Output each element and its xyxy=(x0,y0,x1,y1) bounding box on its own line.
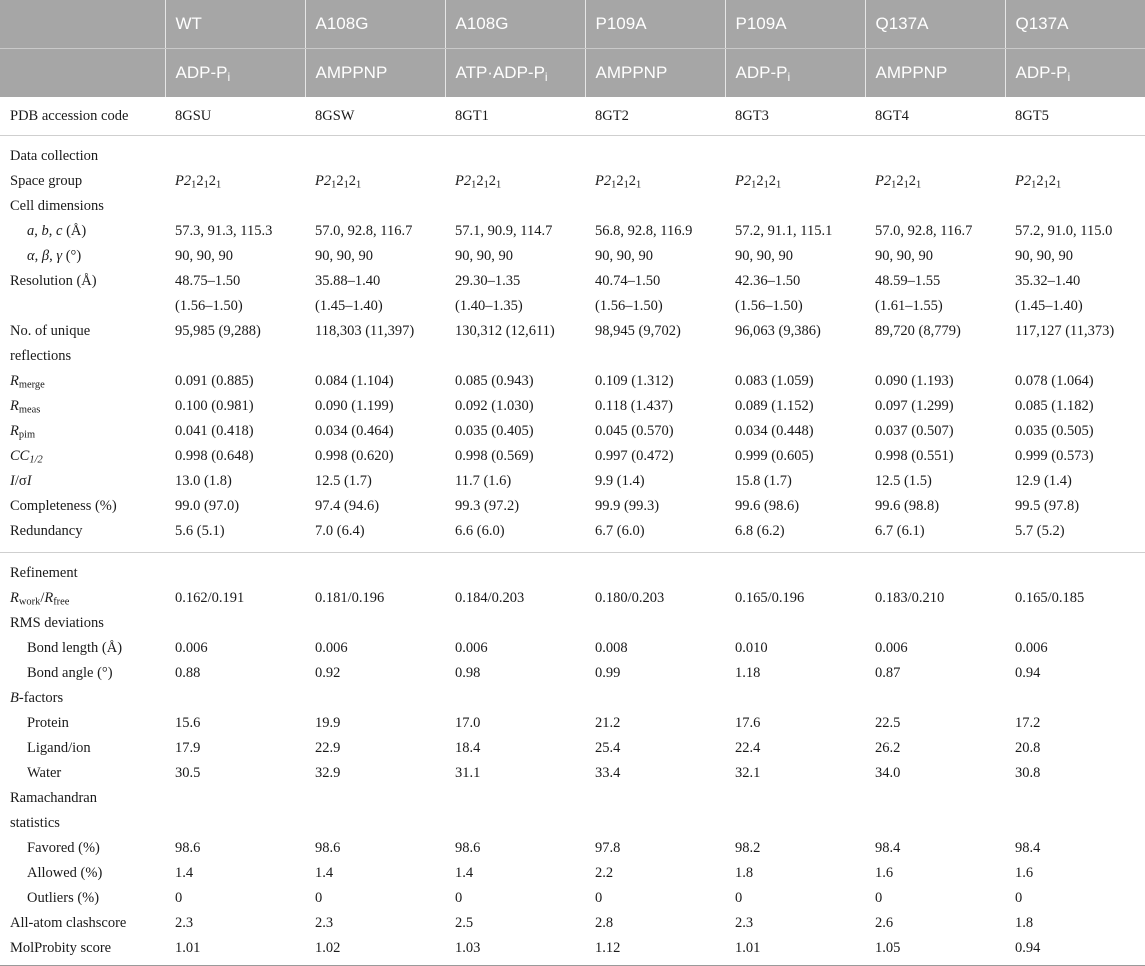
row-label: Bond angle (°) xyxy=(27,665,113,681)
cell: 48.75–1.50 (1.56–1.50) xyxy=(175,273,243,314)
cell: 97.4 (94.6) xyxy=(315,498,380,514)
row-rwork-rfree xyxy=(0,586,1145,611)
space-group-symbol: P2 xyxy=(175,173,192,189)
cell: 35.32–1.40 (1.45–1.40) xyxy=(1015,273,1083,314)
row-label: $R_{pim}$ xyxy=(10,423,36,441)
cell: 1.8 xyxy=(1015,915,1034,931)
cell: 6.7 (6.1) xyxy=(865,519,1005,553)
section-data-collection xyxy=(0,136,1145,170)
cell: 8GSW xyxy=(305,97,445,136)
row-allowed xyxy=(0,861,1145,886)
cell: 0.98 xyxy=(455,665,481,681)
cell: 6.6 (6.0) xyxy=(445,519,585,553)
row-resolution xyxy=(0,269,1145,319)
cell: 1.6 xyxy=(1015,865,1034,881)
cell: 90, 90, 90 xyxy=(175,248,233,264)
cell: 31.1 xyxy=(455,765,481,781)
cell: 5.7 (5.2) xyxy=(1005,519,1145,553)
cell: 1.03 xyxy=(445,936,585,966)
cell: 57.0, 92.8, 116.7 xyxy=(315,223,413,239)
cell: 0 xyxy=(175,890,183,906)
cell: 90, 90, 90 xyxy=(595,248,653,264)
cell: 17.6 xyxy=(735,715,761,731)
cell: 0.999 (0.573) xyxy=(1015,448,1094,464)
cell: 8GT4 xyxy=(865,97,1005,136)
cell: 1.4 xyxy=(315,865,334,881)
row-rms-deviations xyxy=(0,611,1145,636)
cell: 20.8 xyxy=(1015,740,1041,756)
row-label: Redundancy xyxy=(0,519,165,553)
header-variant: Q137A xyxy=(1005,0,1145,49)
cell: 0.118 (1.437) xyxy=(595,398,673,414)
cell: 130,312 (12,611) xyxy=(455,323,555,339)
cell: 35.88–1.40 (1.45–1.40) xyxy=(315,273,383,314)
cell: 1.4 xyxy=(455,865,474,881)
row-label: PDB accession code xyxy=(0,97,165,136)
cell: 0.998 (0.551) xyxy=(875,448,954,464)
cell: 1.01 xyxy=(165,936,305,966)
row-pdb-code xyxy=(0,97,1145,136)
cell: 90, 90, 90 xyxy=(735,248,793,264)
cell: 57.2, 91.1, 115.1 xyxy=(735,223,833,239)
cell: 33.4 xyxy=(595,765,621,781)
cell: 19.9 xyxy=(315,715,341,731)
row-label: RMS deviations xyxy=(10,615,104,631)
cell: 117,127 (11,373) xyxy=(1015,323,1115,339)
cell: 0.006 xyxy=(175,640,208,656)
row-label: Allowed (%) xyxy=(27,865,103,881)
row-protein xyxy=(0,711,1145,736)
cell: 2.3 xyxy=(315,915,334,931)
cell: 1.12 xyxy=(585,936,725,966)
row-i-sigma xyxy=(0,469,1145,494)
cell: 0.181/0.196 xyxy=(315,590,385,606)
cell: $P2_12_12_1$ xyxy=(595,173,642,191)
cell: 12.5 (1.7) xyxy=(315,473,372,489)
cell: 0.88 xyxy=(175,665,201,681)
cell: 22.4 xyxy=(735,740,761,756)
cell: 0.090 (1.199) xyxy=(315,398,394,414)
header-variant: A108G xyxy=(445,0,585,49)
cell: 0.998 (0.648) xyxy=(175,448,254,464)
cell: 0.084 (1.104) xyxy=(315,373,394,389)
cell: 0.999 (0.605) xyxy=(735,448,814,464)
cell: 6.8 (6.2) xyxy=(725,519,865,553)
cell: 0.008 xyxy=(595,640,628,656)
cell: 17.0 xyxy=(455,715,481,731)
cell: 57.3, 91.3, 115.3 xyxy=(175,223,273,239)
cell: 7.0 (6.4) xyxy=(305,519,445,553)
cell: 57.1, 90.9, 114.7 xyxy=(455,223,553,239)
cell: 9.9 (1.4) xyxy=(595,473,645,489)
cell: 1.18 xyxy=(735,665,761,681)
cell: 6.7 (6.0) xyxy=(585,519,725,553)
cell: 0.997 (0.472) xyxy=(595,448,674,464)
header-variant: P109A xyxy=(585,0,725,49)
cell: 95,985 (9,288) xyxy=(175,323,261,339)
cell: 8GT1 xyxy=(445,97,585,136)
row-label: Completeness (%) xyxy=(10,498,117,514)
header-ligand: AMPPNP xyxy=(305,49,445,98)
cell: 0.006 xyxy=(875,640,908,656)
cell: 13.0 (1.8) xyxy=(175,473,232,489)
cell: 15.6 xyxy=(175,715,201,731)
header-variant: P109A xyxy=(725,0,865,49)
header-variant: Q137A xyxy=(865,0,1005,49)
cell: 0.165/0.185 xyxy=(1015,590,1085,606)
cell: 1.01 xyxy=(725,936,865,966)
cell: 99.0 (97.0) xyxy=(175,498,240,514)
cell: 98.4 xyxy=(875,840,901,856)
row-cell-dimensions xyxy=(0,194,1145,219)
cell: 0.006 xyxy=(315,640,348,656)
row-label: No. of unique reflections xyxy=(10,323,91,364)
cell: 26.2 xyxy=(875,740,901,756)
header-ligand: $ATP\cdot ADP-P_i$ xyxy=(445,49,585,98)
cell: 8GT2 xyxy=(585,97,725,136)
cell: 99.5 (97.8) xyxy=(1015,498,1080,514)
row-bond-length xyxy=(0,636,1145,661)
cell: 0.085 (0.943) xyxy=(455,373,534,389)
header-corner xyxy=(0,0,165,49)
cell: 8GT5 xyxy=(1005,97,1145,136)
cell: 0 xyxy=(875,890,883,906)
row-label: Ramachandran statistics xyxy=(10,790,97,831)
cell: 0.035 (0.505) xyxy=(1015,423,1094,439)
space-group-symbol: P2 xyxy=(735,173,752,189)
space-group-symbol: P2 xyxy=(1015,173,1032,189)
cell: 22.9 xyxy=(315,740,341,756)
cell: 98.6 xyxy=(175,840,201,856)
row-abc xyxy=(0,219,1145,244)
header-ligand: AMPPNP xyxy=(865,49,1005,98)
row-molprobity xyxy=(0,936,1145,966)
cell: 89,720 (8,779) xyxy=(875,323,961,339)
cell: 0.045 (0.570) xyxy=(595,423,674,439)
cell: 5.6 (5.1) xyxy=(165,519,305,553)
cell: 40.74–1.50 (1.56–1.50) xyxy=(595,273,663,314)
row-completeness xyxy=(0,494,1145,519)
header-ligand: AMPPNP xyxy=(585,49,725,98)
cell: 99.6 (98.8) xyxy=(875,498,940,514)
row-label: I/σI xyxy=(10,473,32,489)
header-variant: WT xyxy=(165,0,305,49)
cell: 90, 90, 90 xyxy=(455,248,513,264)
cell: 0.034 (0.448) xyxy=(735,423,814,439)
cell: 1.6 xyxy=(875,865,894,881)
cell: 2.3 xyxy=(175,915,194,931)
row-angles xyxy=(0,244,1145,269)
cell: 0.083 (1.059) xyxy=(735,373,814,389)
cell: 0.94 xyxy=(1015,665,1041,681)
cell: 8GSU xyxy=(165,97,305,136)
cell: 0.010 xyxy=(735,640,768,656)
cell: $P2_12_12_1$ xyxy=(735,173,782,191)
cell: 2.8 xyxy=(595,915,614,931)
row-label: Bond length (Å) xyxy=(27,640,123,656)
cell: 0.87 xyxy=(875,665,901,681)
cell: $P2_12_12_1$ xyxy=(315,173,362,191)
row-rmeas xyxy=(0,394,1145,419)
cell: 0.180/0.203 xyxy=(595,590,665,606)
cell: 1.8 xyxy=(735,865,754,881)
cell: 1.02 xyxy=(305,936,445,966)
space-group-symbol: P2 xyxy=(595,173,612,189)
cell: 118,303 (11,397) xyxy=(315,323,415,339)
cell: 21.2 xyxy=(595,715,621,731)
row-label: α, β, γ (°) xyxy=(27,248,82,264)
row-unique-reflections xyxy=(0,319,1145,369)
cell: 12.9 (1.4) xyxy=(1015,473,1072,489)
cell: 22.5 xyxy=(875,715,901,731)
row-label: Water xyxy=(27,765,62,781)
cell: $P2_12_12_1$ xyxy=(875,173,922,191)
cell: 90, 90, 90 xyxy=(875,248,933,264)
row-label: $R_{meas}$ xyxy=(10,398,41,416)
row-label: $R_{merge}$ xyxy=(10,373,45,391)
cell: 0 xyxy=(595,890,603,906)
cell: 99.6 (98.6) xyxy=(735,498,800,514)
cell: 0.089 (1.152) xyxy=(735,398,814,414)
cell: 30.5 xyxy=(175,765,201,781)
header-ligand: ADP-$P_i$ xyxy=(1005,49,1145,98)
cell: 17.2 xyxy=(1015,715,1041,731)
row-label: $R_{work}/R_{free}$ xyxy=(10,590,70,608)
row-favored xyxy=(0,836,1145,861)
cell: 32.9 xyxy=(315,765,341,781)
cell: 0.100 (0.981) xyxy=(175,398,254,414)
cell: 0 xyxy=(455,890,463,906)
cell: 15.8 (1.7) xyxy=(735,473,792,489)
cell: 0.090 (1.193) xyxy=(875,373,954,389)
cell: 0.94 xyxy=(1005,936,1145,966)
cell: 0.091 (0.885) xyxy=(175,373,254,389)
cell: 0.162/0.191 xyxy=(175,590,245,606)
cell: 0.041 (0.418) xyxy=(175,423,254,439)
row-bond-angle xyxy=(0,661,1145,686)
cell: 11.7 (1.6) xyxy=(455,473,512,489)
cell: 25.4 xyxy=(595,740,621,756)
cell: 0.037 (0.507) xyxy=(875,423,954,439)
cell: 99.3 (97.2) xyxy=(455,498,520,514)
row-label: All-atom clashscore xyxy=(10,915,127,931)
cell: $P2_12_12_1$ xyxy=(1015,173,1062,191)
cell: 0.078 (1.064) xyxy=(1015,373,1094,389)
row-b-factors xyxy=(0,686,1145,711)
row-outliers xyxy=(0,886,1145,911)
cell: 98.6 xyxy=(455,840,481,856)
cell: 56.8, 92.8, 116.9 xyxy=(595,223,693,239)
cell: 98.6 xyxy=(315,840,341,856)
cell: 1.4 xyxy=(175,865,194,881)
cell: 2.3 xyxy=(735,915,754,931)
row-space-group xyxy=(0,169,1145,194)
cell: 0.998 (0.569) xyxy=(455,448,534,464)
cell: 98.4 xyxy=(1015,840,1041,856)
cell: 0 xyxy=(735,890,743,906)
row-label: Favored (%) xyxy=(27,840,100,856)
row-ramachandran xyxy=(0,786,1145,836)
cell: $P2_12_12_1$ xyxy=(175,173,222,191)
header-row-ligands xyxy=(0,49,1145,98)
row-label: a, b, c (Å) xyxy=(27,223,87,239)
header-corner xyxy=(0,49,165,98)
section-refinement xyxy=(0,553,1145,587)
cell: 0 xyxy=(1015,890,1023,906)
header-row-variants xyxy=(0,0,1145,49)
cell: 34.0 xyxy=(875,765,901,781)
header-ligand: ADP-$P_i$ xyxy=(165,49,305,98)
cell: 90, 90, 90 xyxy=(1015,248,1073,264)
cell: 1.05 xyxy=(865,936,1005,966)
row-label: Ligand/ion xyxy=(27,740,91,756)
cell: 98.2 xyxy=(735,840,761,856)
row-label: B-factors xyxy=(10,690,64,706)
cell: 2.5 xyxy=(455,915,474,931)
row-redundancy xyxy=(0,519,1145,553)
cell: 0.183/0.210 xyxy=(875,590,945,606)
cell: 12.5 (1.5) xyxy=(875,473,932,489)
cell: 57.2, 91.0, 115.0 xyxy=(1015,223,1113,239)
cell: 98,945 (9,702) xyxy=(595,323,681,339)
cell: 0.006 xyxy=(455,640,488,656)
cell: 8GT3 xyxy=(725,97,865,136)
section-label: Refinement xyxy=(10,565,78,581)
row-cc-half xyxy=(0,444,1145,469)
cell: 42.36–1.50 (1.56–1.50) xyxy=(735,273,803,314)
cell: 0.165/0.196 xyxy=(735,590,805,606)
row-rmerge xyxy=(0,369,1145,394)
cell: 0.998 (0.620) xyxy=(315,448,394,464)
row-label: MolProbity score xyxy=(0,936,165,966)
space-group-symbol: P2 xyxy=(455,173,472,189)
cell: 32.1 xyxy=(735,765,761,781)
space-group-symbol: P2 xyxy=(875,173,892,189)
row-label: Space group xyxy=(10,173,83,189)
cell: 96,063 (9,386) xyxy=(735,323,821,339)
row-label: Protein xyxy=(27,715,69,731)
cell: 0.006 xyxy=(1015,640,1048,656)
cell: 97.8 xyxy=(595,840,621,856)
cell: 0.085 (1.182) xyxy=(1015,398,1094,414)
cell: 2.2 xyxy=(595,865,614,881)
cell: 99.9 (99.3) xyxy=(595,498,660,514)
row-label: Outliers (%) xyxy=(27,890,100,906)
row-ligand-ion xyxy=(0,736,1145,761)
cell: 0.097 (1.299) xyxy=(875,398,954,414)
space-group-symbol: P2 xyxy=(315,173,332,189)
cell: 0.184/0.203 xyxy=(455,590,525,606)
cell: 18.4 xyxy=(455,740,481,756)
row-clashscore xyxy=(0,911,1145,936)
cell: 48.59–1.55 (1.61–1.55) xyxy=(875,273,943,314)
section-label: Data collection xyxy=(10,148,99,164)
cell: 17.9 xyxy=(175,740,201,756)
row-label: Cell dimensions xyxy=(10,198,104,214)
cell: $P2_12_12_1$ xyxy=(455,173,502,191)
row-rpim xyxy=(0,419,1145,444)
cell: 0.034 (0.464) xyxy=(315,423,394,439)
cell: 0.99 xyxy=(595,665,621,681)
cell: 0.109 (1.312) xyxy=(595,373,674,389)
cell: 29.30–1.35 (1.40–1.35) xyxy=(455,273,523,314)
cell: 0.92 xyxy=(315,665,341,681)
cell: 30.8 xyxy=(1015,765,1041,781)
header-ligand: ADP-$P_i$ xyxy=(725,49,865,98)
cell: 90, 90, 90 xyxy=(315,248,373,264)
row-water xyxy=(0,761,1145,786)
cell: 0 xyxy=(315,890,323,906)
row-label: $CC_{1/2}$ xyxy=(10,448,43,466)
row-label: Resolution (Å) xyxy=(10,273,97,289)
cell: 0.035 (0.405) xyxy=(455,423,534,439)
cell: 0.092 (1.030) xyxy=(455,398,534,414)
cell: 57.0, 92.8, 116.7 xyxy=(875,223,973,239)
cell: 2.6 xyxy=(875,915,894,931)
header-variant: A108G xyxy=(305,0,445,49)
